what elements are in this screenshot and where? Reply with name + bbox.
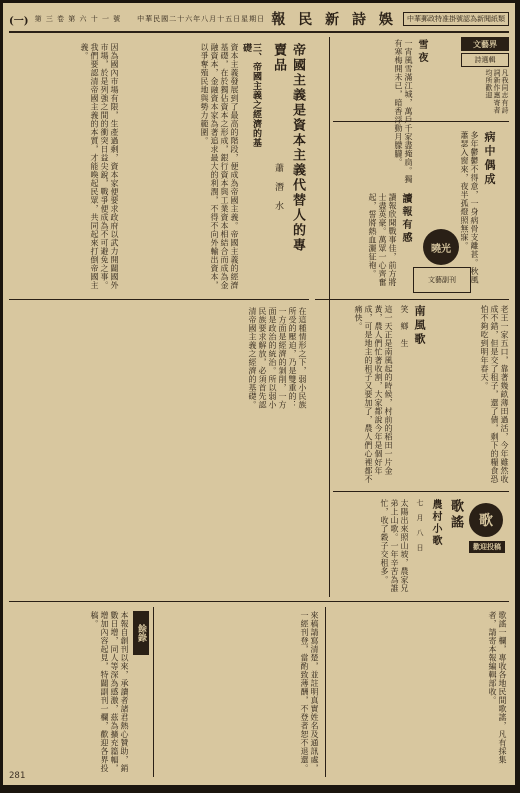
rule xyxy=(333,491,509,492)
article-title: 帝國主義是資本主義代替人的專賣品 xyxy=(271,43,305,253)
poem-title: 雪夜 xyxy=(416,39,427,65)
article-body: 在這種情形之下，弱小民族所受的壓迫，乃是雙重的：一方面是經濟的剝削，一方面是政治的統治。所以弱小民族要求解放，必須首先認清帝國主義之經濟的基礎。 xyxy=(248,307,307,409)
postal-notice: 中華郵政特准掛號認為新聞紙類 xyxy=(403,12,509,26)
story-body: 老王一家五口，靠著幾畝薄田過活，今年雖然收成不錯，但是交了租子，還了債，剩下的糧食恐怕不夠吃到明年春天。 xyxy=(480,305,509,484)
story-title: 南風歌 xyxy=(413,305,426,347)
notice-body: 來稿請寫清楚，並註明真實姓名及通訊處，一經刊登，當酌致薄酬，不登者恕不退還。 xyxy=(300,611,319,773)
rule xyxy=(9,299,309,300)
song-body: 太陽出來照山坡，農家兄弟上山歌。一年辛苦為誰忙，收了穀子交租多。 xyxy=(380,499,409,593)
column-divider xyxy=(325,607,326,777)
section-notes: 凡我同志有詩詞新作惠寄者均所歡迎 xyxy=(485,69,509,114)
paper-name: 報 民 新 詩 娛 xyxy=(271,12,397,28)
newspaper-page xyxy=(3,3,515,785)
song-author: 七 月 八 日 xyxy=(416,499,424,552)
poem-text: 多年鬱鬱不得意，一身病骨支離甚。秋風蕭瑟入窗來，夜半孤燈照無寐。 xyxy=(460,131,479,284)
poem-text: 讀報欣聞戰事佳，前方將士盡英豪。萬眾一心齊奮起，誓將熱血灑征袍。 xyxy=(368,193,397,287)
rule xyxy=(9,601,509,602)
date-line: 第 三 卷 第 六 十 一 號 中華民國二十六年八月十五日星期日 xyxy=(34,15,266,23)
section-label: 餘錄 xyxy=(133,611,149,655)
song-section-label: 歡迎投稿 xyxy=(469,541,505,553)
column-divider xyxy=(153,607,154,777)
poem-text: 一宵風雪滿江城，萬戶千家盡掩扃。獨有寒梅開未已，暗香浮動月朦朧。 xyxy=(394,39,413,184)
article-body: 資本主義發展到了最高的階段，便成為帝國主義。帝國主義的經濟基礎，在於獨佔資本之形成，銀行資本與工業資本相結合而成為金融資本，金融資本家為著追求最大的利潤，不得不向外輸出資本，以爭奪殖民地與勢力範圍。 xyxy=(200,43,239,290)
poem-title: 病中偶成 xyxy=(483,131,496,187)
rule xyxy=(315,299,509,300)
pencil-page-mark: 281 xyxy=(9,771,26,781)
article-subheading: 三、帝國主義之經濟的基礎 xyxy=(241,43,261,148)
story-author: 笑 鄉 生 xyxy=(400,305,409,348)
poem-title: 讀報有感 xyxy=(400,193,411,245)
song-title: 農村小歌 xyxy=(430,499,441,547)
story-body: 這一天正是南風起的時候，村前的稻田一片金黃，農人們忙著收割，大家都說今年是個好年成，可是地主的租子又要加了，農人們心裡都不痛快。 xyxy=(354,305,393,484)
notice-body: 本報自創刊以來，承讀者諸君熱心贊助，銷數日增，同人等深為感激，茲為擴充篇幅，增加內容起見，特闢副刊一欄，歡迎各界投稿。 xyxy=(90,611,129,773)
column-emblem: 曉光 xyxy=(423,229,459,265)
page-number: (一) xyxy=(9,15,29,27)
masthead xyxy=(9,7,509,33)
article-body: 因為國內市場有限，生產過剩，資本家便要求政府以武力開闢國外市場，於是列強之間的衝突日益尖銳，戰爭便成為不可避免之事。我們要認清帝國主義的本質，才能喚起民眾，共同起來打倒帝國主義。 xyxy=(80,43,119,290)
song-emblem: 歌 xyxy=(469,503,503,537)
column-divider xyxy=(329,37,330,597)
article-author: 蕭 潛 水 xyxy=(273,163,283,211)
notice-body: 歌謠一欄，專收各地民間歌謠，凡有採集者，請寄本報編輯部收。 xyxy=(488,611,507,764)
song-section-title: 歌謠 xyxy=(448,499,463,531)
emblem-caption: 文藝副刊 xyxy=(413,267,471,293)
section-sublabel: 詩選輯 xyxy=(461,53,509,67)
section-label: 文藝界 xyxy=(461,37,509,51)
